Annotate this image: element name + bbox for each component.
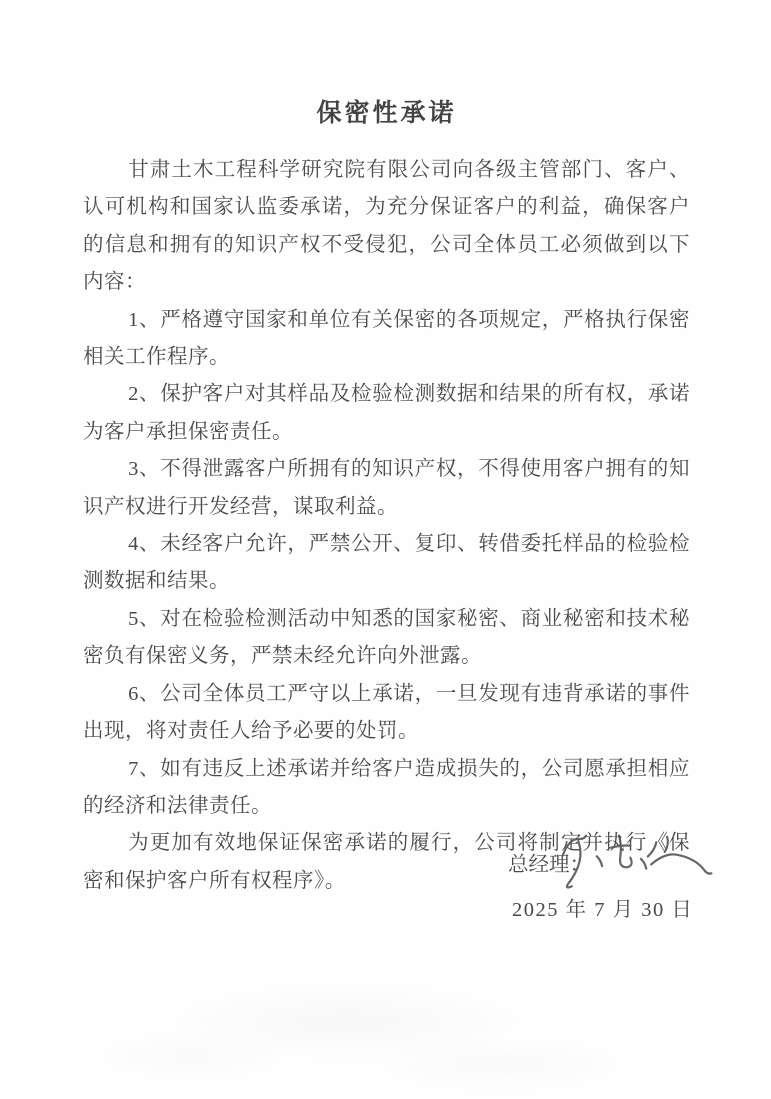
date-line: 2025 年 7 月 30 日 (512, 899, 694, 921)
handwritten-signature (555, 821, 716, 902)
document-body (83, 93, 690, 900)
paragraph-block (83, 152, 690, 900)
document-title: 保密性承诺 (316, 100, 457, 127)
paragraph-closing: 为更加有效地保证保密承诺的履行，公司将制定并执行《保密和保护客户所有权程序》。 (83, 832, 690, 892)
paragraph-item-5: 5、对在检验检测活动中知悉的国家秘密、商业秘密和技术秘密负有保密义务，严禁未经允许向外泄露。 (83, 607, 690, 668)
paragraph-item-1: 1、严格遵守国家和单位有关保密的各项规定，严格执行保密相关工作程序。 (83, 308, 690, 369)
paragraph-intro: 甘肃土木工程科学研究院有限公司向各级主管部门、客户、认可机构和国家认监委承诺，为充分保证客户的利益，确保客户的信息和拥有的知识产权不受侵犯，公司全体员工必须做到以下内容： (83, 159, 690, 294)
paragraph-item-3: 3、不得泄露客户所拥有的知识产权，不得使用客户拥有的知识产权进行开发经营，谋取利益。 (83, 458, 690, 518)
paragraph-item-4: 4、未经客户允许，严禁公开、复印、转借委托样品的检验检测数据和结果。 (83, 533, 690, 593)
signature-label: 总经理： (508, 854, 590, 876)
paragraph-item-2: 2、保护客户对其样品及检验检测数据和结果的所有权，承诺为客户承担保密责任。 (83, 383, 690, 443)
scan-noise-artifact (0, 929, 771, 1099)
paragraph-item-7: 7、如有违反上述承诺并给客户造成损失的，公司愿承担相应的经济和法律责任。 (83, 757, 690, 817)
paragraph-item-6: 6、公司全体员工严守以上承诺，一旦发现有违背承诺的事件出现，将对责任人给予必要的处罚。 (83, 682, 690, 743)
